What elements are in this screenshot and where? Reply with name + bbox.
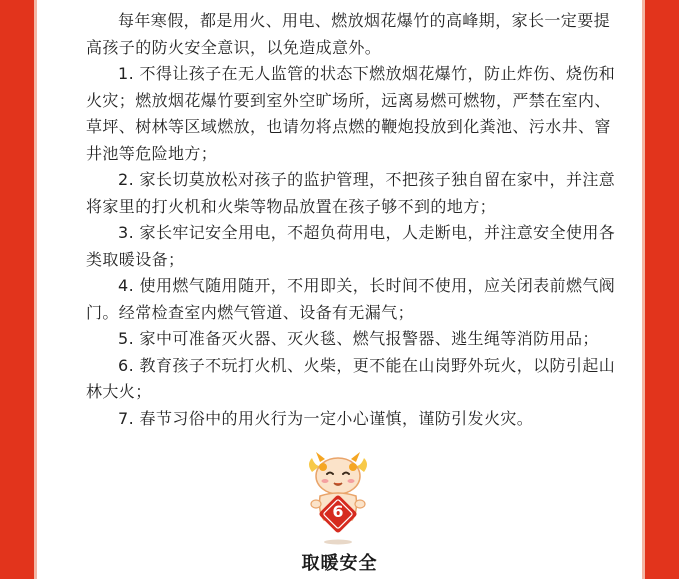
tip-item-5: 5. 家中可准备灭火器、灭火毯、燃气报警器、逃生绳等消防用品； xyxy=(118,329,599,348)
left-red-border xyxy=(0,0,34,579)
section-number-badge: 6 xyxy=(332,502,344,521)
article-body xyxy=(86,8,622,432)
right-red-border xyxy=(645,0,679,579)
dragon-mascot-icon xyxy=(306,450,370,546)
tip-item-6: 6. 教育孩子不玩打火机、火柴，更不能在山岗野外玩火，以防引起山林大火； xyxy=(86,355,616,401)
tip-item-7: 7. 春节习俗中的用火行为一定小心谨慎，谨防引发火灾。 xyxy=(118,408,534,428)
tip-item-3: 3. 家长牢记安全用电，不超负荷用电，人走断电，并注意安全使用各类取暖设备； xyxy=(86,223,616,269)
tip-item-2: 2. 家长切莫放松对孩子的监护管理，不把孩子独自留在家中，并注意将家里的打火机和火柴等物品放置在孩子够不到的地方； xyxy=(86,170,616,216)
intro-paragraph: 每年寒假，都是用火、用电、燃放烟花爆竹的高峰期，家长一定要提高孩子的防火安全意识，以免造成意外。 xyxy=(86,11,611,57)
tip-item-1: 1. 不得让孩子在无人监管的状态下燃放烟花爆竹，防止炸伤、烧伤和火灾；燃放烟花爆竹要到室外空旷场所，远离易燃可燃物，严禁在室内、草坪、树林等区域燃放，也请勿将点燃的鞭炮投放到化粪池、污水井、窨井池等危险地方； xyxy=(86,64,616,163)
tip-item-4: 4. 使用燃气随用随开，不用即关，长时间不使用，应关闭表前燃气阀门。经常检查室内燃气管道、设备有无漏气； xyxy=(86,276,616,322)
right-border-accent xyxy=(642,0,645,579)
section-title: 取暖安全 xyxy=(301,553,378,574)
left-border-accent xyxy=(34,0,37,579)
